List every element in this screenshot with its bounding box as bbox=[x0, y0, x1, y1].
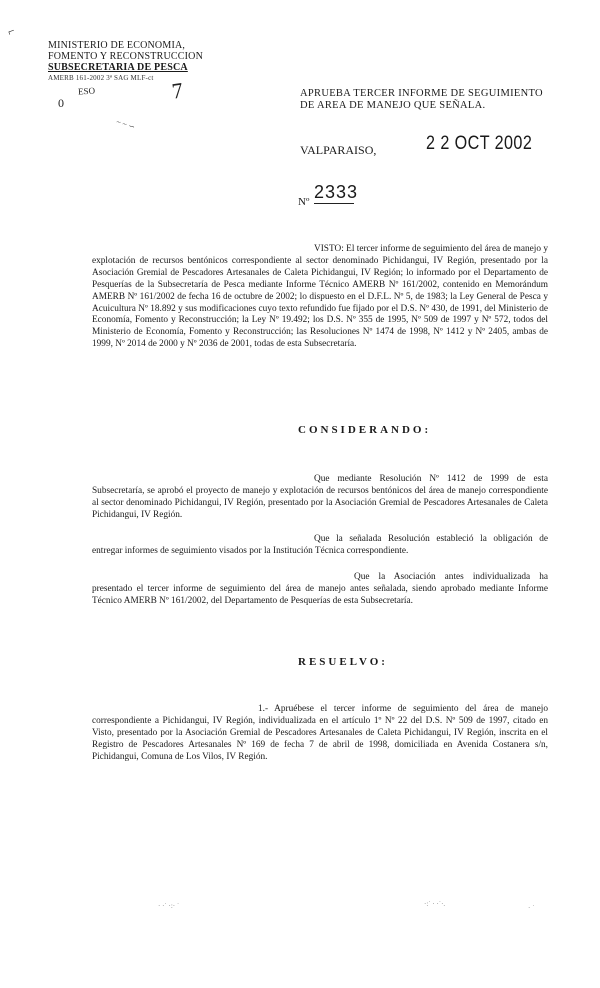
visto-paragraph: VISTO: El tercer informe de seguimiento del área de manejo y explotación de recursos bentónicos correspondiente al sector denominado Pichidangui, IV Región, presentado por la Asociación Gremial de Pescadores Artesanales de Caleta Pichidangui, IV Región; lo informado por el Departamento de Pesquerías de la Subsecretaría de Pesca mediante Informe Técnico AMERB Nº 161/2002, contenido en Memorándum AMERB Nº 161/2002 de fecha 16 de octubre de 2002; lo dispuesto en el D.F.L. Nº 5, de 1983; la Ley General de Pesca y Acuicultura Nº 18.892 y sus modificaciones cuyo texto refundido fue fijado por el D.S. Nº 430, de 1991, del Ministerio de Economía, Fomento y Reconstrucción; la Ley Nº 19.492; los D.S. Nº 355 de 1995, Nº 509 de 1997 y Nº 572, todos del Ministerio de Economía, Fomento y Reconstrucción; las Resoluciones Nº 1474 de 1998, Nº 1412 y Nº 2405, ambas de 1999, Nº 2014 de 2000 y Nº 2036 de 2001, todas de esta Subsecretaría. bbox=[92, 244, 548, 350]
document-subject bbox=[300, 88, 543, 112]
letterhead-reference: AMERB 161-2002 3ª SAG MLF-ct bbox=[48, 74, 154, 82]
considerando-paragraph-3: Que la Asociación antes individualizada ha presentado el tercer informe de seguimiento del área de manejo antes señalada, siendo aprobado mediante Informe Técnico AMERB Nº 161/2002, del Departamento de Pesquerías de esta Subsecretaría. bbox=[92, 572, 548, 606]
number-value: 2333 bbox=[314, 182, 359, 202]
scan-specks: · ˙ bbox=[528, 904, 535, 912]
resuelvo-item-1: 1.- Apruébese el tercer informe de seguimiento del área de manejo correspondiente a Pichidangui, IV Región, individualizada en el artículo 1º Nº 22 del D.S. Nº 509 de 1997, citado en Visto, presentado por la Asociación Gremial de Pescadores Artesanales de Caleta Pichidangui, IV Región, inscrita en el Registro de Pescadores Artesanales Nº 169 de fecha 7 de abril de 1998, domiciliada en Avenida Costanera s/n, Pichidangui, Comuna de Los Vilos, IV Región. bbox=[92, 704, 548, 762]
letterhead-ministry: MINISTERIO DE ECONOMIA, bbox=[48, 40, 186, 51]
handwritten-note: ~ ~ ∽ bbox=[115, 117, 137, 132]
number-prefix: Nº bbox=[298, 196, 310, 208]
place-label: VALPARAISO, bbox=[300, 143, 377, 157]
scan-specks: · ·˙ ·:· ˙ bbox=[158, 902, 180, 910]
subject-line-2: DE AREA DE MANEJO QUE SEÑALA. bbox=[300, 100, 486, 111]
considerando-paragraph-1: Que mediante Resolución Nº 1412 de 1999 de esta Subsecretaría, se aprobó el proyecto de manejo y explotación de recursos bentónicos del área de manejo correspondiente al sector denominado Pichidangui, IV Región, presentado por la Asociación Gremial de Pescadores Artesanales de Caleta Pichidangui, IV Región. bbox=[92, 474, 548, 520]
subject-line-1: APRUEBA TERCER INFORME DE SEGUIMIENTO bbox=[300, 88, 543, 99]
handwritten-digit: 0 bbox=[58, 96, 64, 110]
number-underline bbox=[314, 203, 354, 204]
resuelvo-heading: RESUELVO: bbox=[298, 656, 388, 668]
corner-scribble: ⌐ bbox=[5, 23, 17, 39]
scan-specks: ·:˙ · ·˙·. bbox=[424, 900, 446, 908]
considerando-heading: CONSIDERANDO: bbox=[298, 424, 432, 436]
letterhead-ministry-cont: FOMENTO Y RECONSTRUCCION bbox=[48, 51, 204, 62]
handwritten-mark: ESO bbox=[77, 85, 96, 97]
considerando-paragraph-2: Que la señalada Resolución estableció la obligación de entregar informes de seguimiento visados por la Institución Técnica correspondiente. bbox=[92, 534, 548, 556]
letterhead-subsecretaria: SUBSECRETARIA DE PESCA bbox=[48, 62, 188, 73]
date-stamp: 2 2 OCT 2002 bbox=[426, 133, 533, 154]
handwritten-signature-stroke: 7 bbox=[170, 77, 185, 104]
resolution-number bbox=[298, 180, 438, 210]
place-date bbox=[300, 133, 580, 163]
